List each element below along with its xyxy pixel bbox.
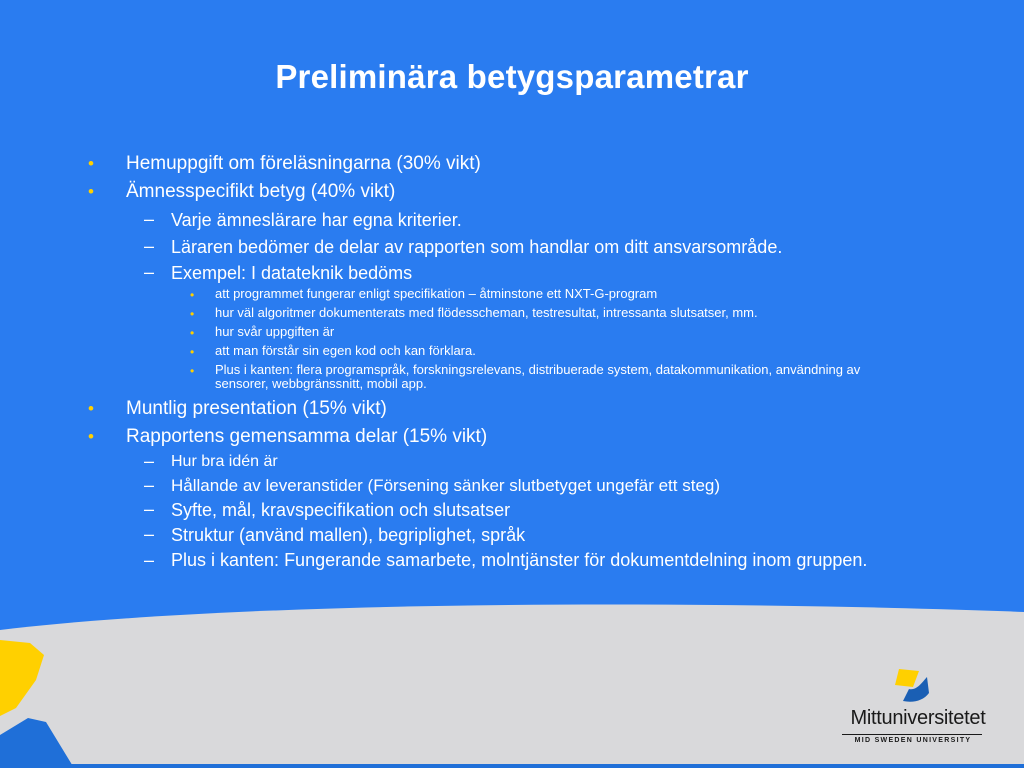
bullet-icon: • [190,326,195,340]
item-text: Rapportens gemensamma delar (15% vikt) [126,426,488,447]
item-text: att man förstår sin egen kod och kan förklara. [215,343,476,358]
university-subtitle: MID SWEDEN UNIVERSITY [854,737,972,744]
dash-icon: – [144,475,155,495]
bullet-icon: • [190,307,195,321]
bullet-icon: • [88,182,94,201]
slide-title: Preliminära betygsparametrar [275,58,749,95]
item-text: Syfte, mål, kravspecifikation och slutsatser [171,500,511,520]
item-text: Hållande av leveranstider (Försening sänker slutbetyget ungefär ett steg) [171,476,721,495]
item-text: Hemuppgift om föreläsningarna (30% vikt) [126,153,481,174]
bullet-icon: • [190,345,195,359]
bullet-icon: • [190,364,195,378]
dash-icon: – [144,524,155,544]
bullet-icon: • [190,288,195,302]
bullet-icon: • [88,427,94,446]
item-text: hur väl algoritmer dokumenterats med flödesscheman, testresultat, intressanta slutsatser, mm. [215,305,758,320]
item-text: Plus i kanten: flera programspråk, forskningsrelevans, distribuerade system, datakommunikation, användning av sensorer, webbgränssnitt, mobil app. [215,362,861,391]
dash-icon: – [144,209,155,229]
university-logo-icon [893,667,933,707]
logo-divider [842,734,982,735]
item-text: hur svår uppgiften är [215,324,335,339]
item-text: Struktur (använd mallen), begriplighet, språk [171,525,526,545]
university-name: Mittuniversitetet [850,707,986,729]
footer-bottom-line [0,764,1024,768]
item-text: Hur bra idén är [171,453,278,470]
item-text: Exempel: I datateknik bedöms [171,263,413,283]
dash-icon: – [144,451,155,471]
item-text: Muntlig presentation (15% vikt) [126,398,387,419]
item-text: Varje ämneslärare har egna kriterier. [171,210,462,230]
dash-icon: – [144,236,155,256]
bullet-icon: • [88,399,94,418]
dash-icon: – [144,262,155,282]
item-text: att programmet fungerar enligt specifikation – åtminstone ett NXT-G-program [215,286,658,301]
item-text: Plus i kanten: Fungerande samarbete, molntjänster för dokumentdelning inom gruppen. [171,550,868,570]
item-text: Läraren bedömer de delar av rapporten som handlar om ditt ansvarsområde. [171,237,783,257]
dash-icon: – [144,499,155,519]
dash-icon: – [144,550,155,570]
bullet-icon: • [88,154,94,173]
item-text: Ämnesspecifikt betyg (40% vikt) [126,181,396,202]
